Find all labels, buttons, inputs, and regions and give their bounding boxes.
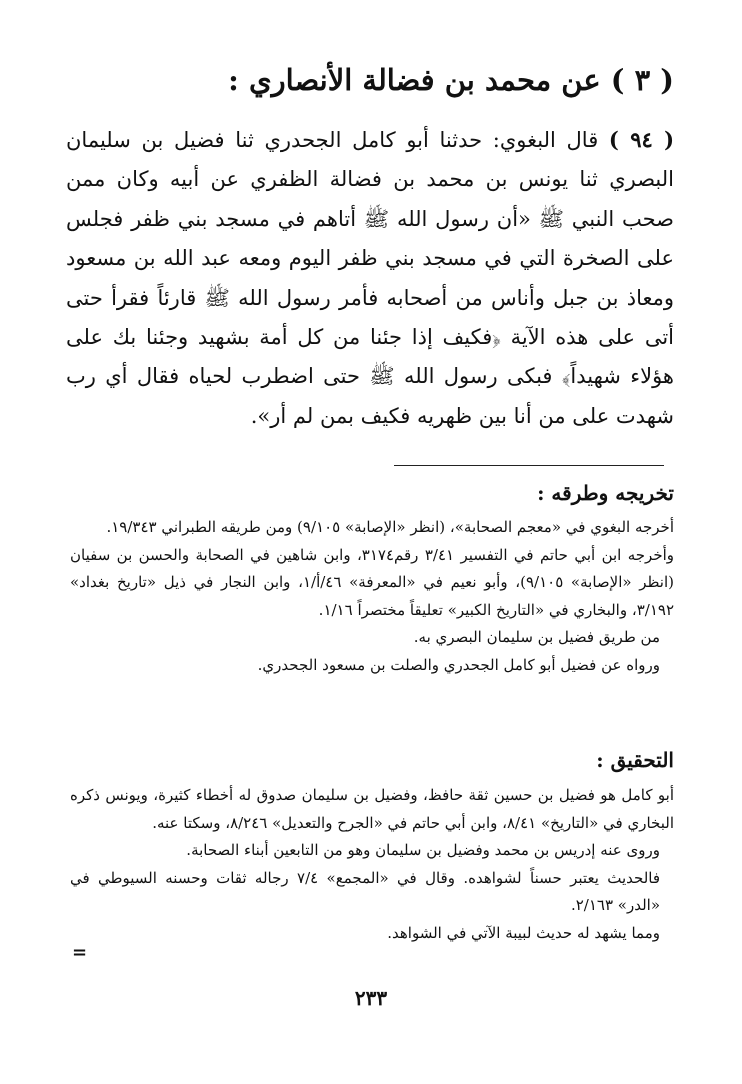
- tahqiq-notes: [70, 782, 674, 947]
- footnote-divider: [394, 465, 664, 466]
- hadith-text-block: [66, 120, 674, 436]
- takhrij-paragraph: أخرجه البغوي في «معجم الصحابة»، (انظر «الإصابة» ٩/١٠٥) ومن طريقه الطبراني ١٩/٣٤٣.: [106, 518, 674, 536]
- takhrij-notes: [70, 514, 674, 679]
- tahqiq-title: التحقيق :: [596, 748, 674, 772]
- tahqiq-paragraph: أبو كامل هو فضيل بن حسين ثقة حافظ، وفضيل بن سليمان صدوق له أخطاء كثيرة، ويونس ذكره البخاري في «التاريخ» ٨/٤١، وابن أبي حاتم في «الجرح والتعديل» ٨/٢٤٦، وسكتا عنه.: [70, 786, 674, 832]
- tahqiq-paragraph: فالحديث يعتبر حسناً لشواهده. وقال في «المجمع» ٧/٤ رجاله ثقات وحسنه السيوطي في «الدر» ٢/١٦٣.: [70, 868, 661, 914]
- takhrij-title: تخريجه وطرقه :: [537, 481, 674, 505]
- section-heading: ( ٣ ) عن محمد بن فضالة الأنصاري :: [228, 63, 674, 97]
- hadith-body: قال البغوي: حدثنا أبو كامل الجحدري ثنا فضيل بن سليمان البصري ثنا يونس بن محمد بن فضالة الظفري عن أبيه وكان ممن صحب النبي ﷺ «أن رسول الله ﷺ أتاهم في مسجد بني ظفر فجلس على الصخرة التي في مسجد بني ظفر اليوم ومعه عبد الله بن مسعود ومعاذ بن جبل وأناس من أصحابه فأمر رسول الله ﷺ قارئاً فقرأ حتى أتى على هذه الآية ﴿فكيف إذا جئنا من كل أمة بشهيد وجئنا بك على هؤلاء شهيداً﴾ فبكى رسول الله ﷺ حتى اضطرب لحياه فقال أي رب شهدت على من أنا بين ظهريه فكيف بمن لم أر».: [66, 128, 674, 428]
- takhrij-paragraph: وأخرجه ابن أبي حاتم في التفسير ٣/٤١ رقم٣١٧٤، وابن شاهين في الصحابة والحسن بن سفيان (انظر «الإصابة» ٩/١٠٥)، وأبو نعيم في «المعرفة» ٤٦/أ/١، وابن النجار في ذيل «تاريخ بغداد» ٣/١٩٢، والبخاري في «التاريخ الكبير» تعليقاً مختصراً ١/١٦.: [70, 545, 674, 619]
- hadith-number: ( ٩٤ ): [608, 127, 675, 152]
- takhrij-paragraph: ورواه عن فضيل أبو كامل الجحدري والصلت بن مسعود الجحدري.: [257, 655, 660, 674]
- continuation-mark: =: [72, 942, 88, 963]
- tahqiq-paragraph: وروى عنه إدريس بن محمد وفضيل بن سليمان وهو من التابعين أبناء الصحابة.: [186, 841, 660, 859]
- page-number: ٢٣٣: [354, 986, 388, 1010]
- tahqiq-paragraph: ومما يشهد له حديث لبيبة الآتي في الشواهد.: [387, 923, 660, 942]
- takhrij-paragraph: من طريق فضيل بن سليمان البصري به.: [413, 628, 660, 646]
